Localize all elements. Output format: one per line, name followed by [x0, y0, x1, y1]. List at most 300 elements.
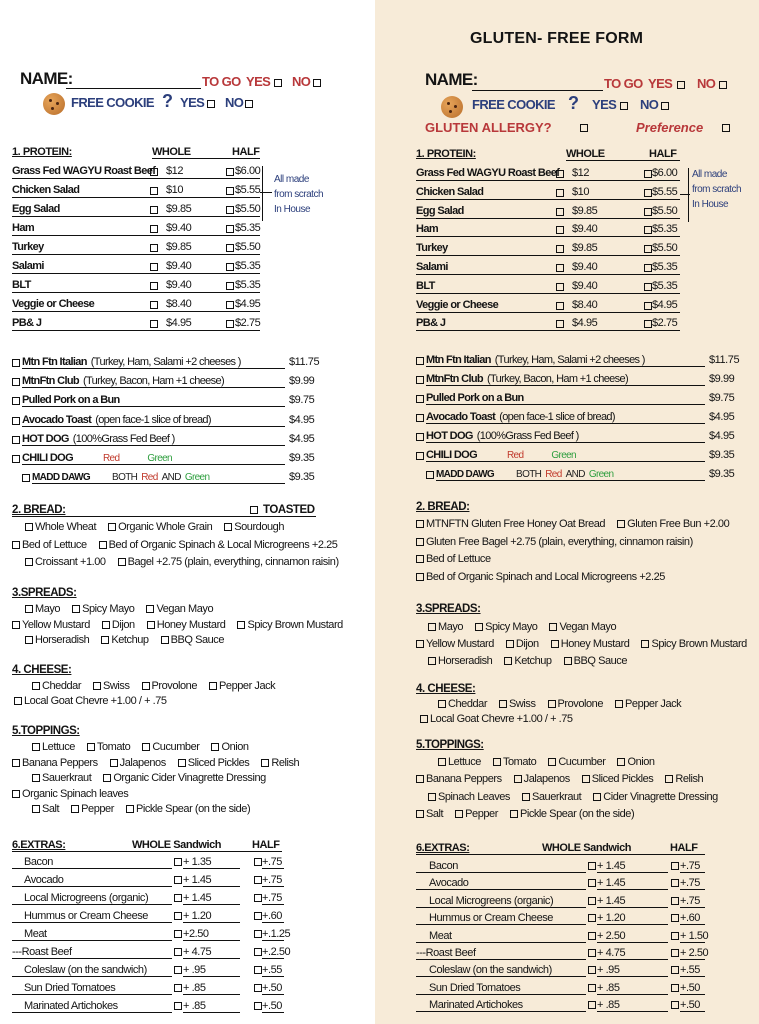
toppings-option-line — [438, 755, 655, 769]
toppings-option[interactable] — [510, 807, 634, 821]
sandwich-checkbox[interactable] — [416, 414, 424, 422]
sandwich-price: $9.35 — [709, 468, 735, 480]
protein-name: PB& J — [416, 317, 446, 330]
extra-whole-price: + 1.45 — [597, 877, 626, 890]
protein-name: Grass Fed WAGYU Roast Beef — [416, 167, 560, 179]
spreads-option[interactable] — [428, 620, 463, 634]
whole-price: $9.40 — [572, 261, 598, 273]
extra-half-price: +.75 — [262, 892, 282, 904]
to-go-yes-label: YES — [648, 76, 673, 91]
option-label: Sliced Pickles — [591, 773, 654, 786]
protein-row — [416, 166, 680, 181]
half-checkbox[interactable] — [644, 189, 652, 197]
gluten-allergy-checkbox[interactable] — [580, 124, 588, 132]
sandwich-name: MtnFtn Club — [426, 373, 483, 385]
toppings-option[interactable] — [428, 790, 510, 804]
sandwich-row — [416, 429, 705, 443]
extra-whole-price: + 1.45 — [597, 894, 626, 907]
protein-row — [416, 279, 680, 294]
sandwich-description: (100%Grass Fed Beef ) — [476, 430, 579, 442]
option-checkbox[interactable] — [548, 758, 556, 766]
option-label: Cider Vinagrette Dressing — [603, 790, 718, 803]
extra-half-checkbox[interactable] — [671, 1001, 679, 1009]
half-price: $5.50 — [235, 203, 261, 215]
option-label: Whole Wheat — [35, 521, 97, 533]
sandwich-option: Green — [588, 469, 614, 480]
bread-option[interactable] — [416, 570, 665, 584]
whole-price: $9.40 — [572, 279, 598, 292]
extra-whole-line — [597, 976, 668, 977]
toppings-option[interactable] — [514, 772, 570, 786]
cheese-section-title: 4. CHEESE: — [12, 664, 72, 676]
extra-whole-line — [597, 924, 668, 925]
half-price: $2.75 — [652, 317, 678, 330]
toppings-option[interactable] — [582, 772, 654, 786]
option-label: Provolone — [557, 698, 604, 710]
cookie-yes-label: YES — [592, 97, 617, 112]
toasted-label: TOASTED — [263, 504, 315, 516]
extra-half-checkbox[interactable] — [671, 984, 679, 992]
to-go-no-label: NO — [697, 76, 716, 91]
bread-option-line — [416, 517, 729, 531]
option-label: Spicy Mayo — [82, 603, 135, 615]
option-label: Honey Mustard — [156, 618, 226, 631]
option-label: Sourdough — [234, 521, 285, 533]
sandwich-checkbox[interactable] — [416, 433, 424, 441]
half-checkbox[interactable] — [644, 320, 652, 328]
extra-half-checkbox[interactable] — [671, 862, 679, 870]
extra-half-line — [680, 907, 705, 908]
protein-name: Egg Salad — [416, 204, 464, 217]
half-price: $5.55 — [652, 185, 678, 198]
toppings-option-line — [428, 790, 718, 804]
cheese-option[interactable] — [420, 712, 573, 726]
scratch-note: All made — [692, 169, 727, 180]
option-checkbox[interactable] — [428, 793, 436, 801]
extra-whole-checkbox[interactable] — [588, 879, 596, 887]
half-checkbox[interactable] — [644, 283, 652, 291]
extra-half-price: +.75 — [680, 877, 700, 890]
option-label: Relish — [271, 756, 300, 769]
sandwich-name: Pulled Pork on a Bun — [426, 392, 524, 404]
protein-row — [416, 241, 680, 256]
extra-whole-line — [597, 889, 668, 890]
sandwich-option: AND — [161, 472, 181, 484]
option-checkbox[interactable] — [582, 775, 590, 783]
sandwich-price: $9.35 — [709, 449, 735, 461]
extras-header-underline — [416, 854, 705, 855]
extra-whole-checkbox[interactable] — [588, 862, 596, 870]
extra-name: Coleslaw (on the sandwich) — [429, 964, 552, 977]
sandwich-line — [426, 353, 705, 367]
bread-option[interactable] — [416, 517, 605, 531]
sandwich-option: AND — [565, 469, 585, 480]
cookie-no-checkbox[interactable] — [661, 102, 669, 110]
option-checkbox[interactable] — [493, 758, 501, 766]
bread-option-line — [416, 552, 491, 566]
extra-whole-price: + .95 — [597, 964, 620, 977]
whole-checkbox[interactable] — [556, 245, 564, 253]
extra-whole-checkbox[interactable] — [588, 966, 596, 974]
option-checkbox[interactable] — [617, 758, 625, 766]
bread-section-title: 2. BREAD: — [416, 501, 470, 513]
extra-half-price: +.75 — [262, 874, 282, 886]
half-price: $5.55 — [235, 184, 261, 196]
sandwich-line — [426, 429, 705, 443]
option-label: Bed of Organic Spinach and Local Microgreens +2.25 — [426, 571, 665, 584]
extra-name: Local Microgreens (organic) — [24, 892, 149, 904]
whole-checkbox[interactable] — [556, 226, 564, 234]
option-checkbox[interactable] — [665, 775, 673, 783]
extra-half-checkbox[interactable] — [671, 966, 679, 974]
cheese-option[interactable] — [438, 697, 487, 711]
to-go-yes-checkbox[interactable] — [677, 81, 685, 89]
cheese-option-line — [438, 697, 681, 711]
toppings-option[interactable] — [522, 790, 581, 804]
extra-whole-line — [597, 907, 668, 908]
sandwich-checkbox[interactable] — [426, 471, 434, 479]
protein-name: Turkey — [12, 241, 44, 253]
extra-half-line — [680, 942, 705, 943]
cheese-option[interactable] — [615, 697, 681, 711]
extra-name: Bacon — [24, 856, 53, 868]
option-checkbox[interactable] — [438, 758, 446, 766]
spreads-option[interactable] — [475, 620, 537, 634]
sandwich-price: $4.95 — [709, 411, 735, 423]
sandwich-row — [416, 391, 705, 405]
option-checkbox[interactable] — [506, 640, 514, 648]
half-price: $5.35 — [235, 222, 261, 234]
toppings-option[interactable] — [665, 772, 703, 786]
toppings-option-line — [416, 772, 703, 786]
option-checkbox[interactable] — [428, 623, 436, 631]
extra-half-price: +.50 — [680, 999, 700, 1012]
sandwich-description: (Turkey, Bacon, Ham +1 cheese) — [83, 375, 224, 388]
option-label: Vegan Mayo — [559, 621, 617, 633]
option-label: Cheddar — [42, 680, 82, 692]
option-checkbox[interactable] — [416, 555, 424, 563]
option-checkbox[interactable] — [564, 657, 572, 665]
gluten-allergy-label: GLUTEN ALLERGY? — [425, 120, 552, 135]
sandwich-name: CHILI DOG — [426, 449, 477, 461]
toppings-option[interactable] — [617, 755, 654, 769]
protein-name: Egg Salad — [12, 203, 60, 215]
option-label: Tomato — [96, 741, 131, 753]
option-checkbox[interactable] — [510, 810, 518, 818]
cookie-icon — [441, 96, 463, 118]
option-checkbox[interactable] — [428, 657, 436, 665]
option-checkbox[interactable] — [617, 520, 625, 528]
spreads-option[interactable] — [641, 637, 746, 651]
half-checkbox[interactable] — [644, 226, 652, 234]
preference-checkbox[interactable] — [722, 124, 730, 132]
whole-price: $9.85 — [572, 204, 598, 217]
extra-whole-price: + 1.45 — [183, 892, 212, 904]
protein-section-title: 1. PROTEIN: — [12, 146, 72, 158]
spreads-option[interactable] — [506, 637, 539, 651]
option-checkbox[interactable] — [615, 700, 623, 708]
extra-name: Coleslaw (on the sandwich) — [24, 964, 147, 976]
option-label: Pepper Jack — [219, 680, 276, 692]
cheese-option[interactable] — [548, 697, 603, 711]
half-checkbox[interactable] — [644, 170, 652, 178]
sandwich-row — [426, 467, 705, 481]
option-checkbox[interactable] — [416, 640, 424, 648]
to-go-no-checkbox[interactable] — [719, 81, 727, 89]
whole-price: $9.40 — [572, 223, 598, 236]
cookie-yes-label: YES — [180, 95, 205, 110]
whole-price: $9.85 — [572, 242, 598, 255]
toppings-option[interactable] — [438, 755, 481, 769]
scratch-note: In House — [274, 204, 311, 215]
extra-half-price: +.60 — [262, 910, 282, 922]
option-label: Spicy Brown Mustard — [651, 638, 747, 650]
option-checkbox[interactable] — [549, 623, 557, 631]
toppings-option[interactable] — [548, 755, 605, 769]
option-checkbox[interactable] — [514, 775, 522, 783]
extra-half-checkbox[interactable] — [671, 932, 679, 940]
sandwich-option: BOTH — [516, 469, 542, 480]
question-mark: ? — [568, 93, 579, 113]
sandwich-line — [436, 467, 705, 481]
option-label: Pepper Jack — [625, 698, 682, 710]
spreads-option[interactable] — [551, 637, 630, 651]
option-label: Banana Peppers — [426, 773, 502, 786]
sandwich-price: $4.95 — [709, 430, 735, 442]
whole-price: $4.95 — [572, 317, 598, 330]
spreads-option[interactable] — [416, 637, 494, 651]
option-label: Gluten Free Bagel +2.75 (plain, everything, cinnamon raisin) — [426, 535, 693, 548]
spreads-option[interactable] — [564, 654, 627, 668]
extra-whole-checkbox[interactable] — [588, 932, 596, 940]
sandwich-option: Green — [147, 453, 172, 464]
extra-half-price: +.60 — [680, 912, 700, 925]
option-checkbox[interactable] — [420, 715, 428, 723]
option-label: Pepper — [465, 807, 498, 820]
to-go-yes-label: YES — [246, 74, 271, 89]
extra-whole-line — [597, 872, 668, 873]
option-checkbox[interactable] — [548, 700, 556, 708]
option-label: Dijon — [515, 638, 539, 650]
extra-whole-checkbox[interactable] — [588, 1001, 596, 1009]
sandwich-price: $4.95 — [289, 413, 315, 426]
extra-whole-price: + 1.35 — [183, 856, 212, 868]
name-label: NAME: — [20, 69, 73, 88]
option-checkbox[interactable] — [522, 793, 530, 801]
extra-whole-checkbox[interactable] — [588, 949, 596, 957]
option-label: Sauerkraut — [42, 772, 92, 784]
toppings-option[interactable] — [455, 807, 498, 821]
option-label: Mayo — [35, 603, 61, 615]
sandwich-name: Mtn Ftn Italian — [22, 356, 87, 368]
protein-row — [416, 316, 680, 331]
option-label: Local Goat Chevre +1.00 / + .75 — [430, 713, 573, 725]
half-price: $4.95 — [652, 298, 678, 311]
half-checkbox[interactable] — [644, 245, 652, 253]
bread-option[interactable] — [617, 517, 729, 531]
sandwich-name: MADD DAWG — [436, 469, 495, 480]
extra-whole-price: + 1.20 — [597, 912, 626, 925]
extra-half-checkbox[interactable] — [671, 879, 679, 887]
extra-half-price: +.75 — [262, 856, 282, 868]
sandwich-name: MtnFtn Club — [22, 375, 79, 388]
half-checkbox[interactable] — [644, 208, 652, 216]
extra-half-price: +.75 — [680, 894, 700, 907]
extra-half-checkbox[interactable] — [671, 949, 679, 957]
extras-whole-label: WHOLE Sandwich — [542, 842, 632, 854]
sandwich-option: Green — [184, 472, 210, 484]
extra-half-checkbox[interactable] — [671, 897, 679, 905]
extra-half-price: + 2.50 — [680, 947, 709, 959]
protein-name: Ham — [12, 222, 35, 234]
toppings-section-title: 5.TOPPINGS: — [12, 725, 80, 737]
option-checkbox[interactable] — [551, 640, 559, 648]
option-label: Cheddar — [448, 698, 488, 710]
name-input-line[interactable] — [472, 90, 603, 91]
sandwich-name: HOT DOG — [426, 430, 473, 442]
toppings-option[interactable] — [416, 772, 502, 786]
note-connector — [680, 194, 690, 195]
bread-option-line — [416, 535, 693, 549]
extra-whole-price: + 1.45 — [183, 874, 212, 886]
free-cookie-label: FREE COOKIE — [472, 97, 555, 112]
protein-name: Chicken Salad — [12, 184, 80, 196]
half-price: $5.50 — [652, 242, 678, 255]
half-checkbox[interactable] — [644, 302, 652, 310]
option-checkbox[interactable] — [641, 640, 649, 648]
cookie-yes-checkbox[interactable] — [620, 102, 628, 110]
option-checkbox[interactable] — [416, 810, 424, 818]
extra-name: Sun Dried Tomatoes — [429, 981, 521, 994]
extra-half-line — [680, 959, 705, 960]
sandwich-name: Pulled Pork on a Bun — [22, 394, 120, 407]
option-label: Jalapenos — [119, 756, 166, 769]
protein-section-title: 1. PROTEIN: — [416, 148, 476, 160]
protein-name: Salami — [416, 261, 448, 273]
option-label: Organic Cider Vinagrette Dressing — [113, 772, 266, 784]
toppings-option[interactable] — [416, 807, 443, 821]
extra-name: Bacon — [429, 860, 458, 872]
extra-whole-price: +2.50 — [183, 928, 209, 940]
whole-checkbox[interactable] — [556, 189, 564, 197]
spreads-option-line — [428, 654, 627, 668]
sandwich-line — [426, 410, 705, 424]
protein-name: Turkey — [416, 242, 448, 255]
note-bracket — [688, 168, 689, 222]
option-label: Dijon — [111, 618, 135, 631]
sandwich-checkbox[interactable] — [416, 452, 424, 460]
sandwich-name: HOT DOG — [22, 432, 69, 445]
extra-half-checkbox[interactable] — [671, 914, 679, 922]
option-label: Organic Whole Grain — [118, 521, 213, 533]
whole-price: $9.85 — [166, 241, 192, 253]
extra-whole-price: + 4.75 — [183, 946, 212, 958]
extra-whole-checkbox[interactable] — [588, 984, 596, 992]
extra-name: Hummus or Cream Cheese — [24, 910, 148, 922]
bread-section-title: 2. BREAD: — [12, 504, 66, 516]
option-checkbox[interactable] — [499, 700, 507, 708]
protein-row — [416, 260, 680, 275]
sandwich-checkbox[interactable] — [416, 395, 424, 403]
protein-name: Salami — [12, 260, 44, 272]
sandwich-price: $4.95 — [289, 432, 315, 445]
scratch-note: All made — [274, 174, 309, 185]
protein-row — [416, 204, 680, 219]
toppings-option[interactable] — [493, 755, 536, 769]
option-checkbox[interactable] — [593, 793, 601, 801]
whole-checkbox[interactable] — [556, 170, 564, 178]
option-checkbox[interactable] — [475, 623, 483, 631]
sandwich-row — [416, 353, 705, 367]
spreads-option[interactable] — [549, 620, 616, 634]
option-label: BBQ Sauce — [573, 655, 628, 667]
extras-half-label: HALF — [670, 842, 698, 854]
option-label: Relish — [675, 773, 704, 786]
half-column-label: HALF — [649, 148, 677, 160]
extra-whole-checkbox[interactable] — [588, 897, 596, 905]
sandwich-description: (Turkey, Ham, Salami +2 cheeses ) — [494, 354, 645, 366]
extra-half-price: + 1.50 — [680, 929, 709, 942]
cookie-no-label: NO — [640, 97, 659, 112]
extra-whole-checkbox[interactable] — [588, 914, 596, 922]
sandwich-option: Red — [506, 450, 524, 461]
extra-half-line — [680, 872, 705, 873]
protein-name: Grass Fed WAGYU Roast Beef — [12, 165, 156, 177]
option-checkbox[interactable] — [416, 573, 424, 581]
option-checkbox[interactable] — [504, 657, 512, 665]
option-checkbox[interactable] — [416, 538, 424, 546]
spreads-option[interactable] — [428, 654, 492, 668]
sandwich-price: $9.75 — [709, 392, 735, 404]
toppings-option[interactable] — [593, 790, 718, 804]
option-label: BBQ Sauce — [170, 634, 225, 646]
whole-checkbox[interactable] — [556, 283, 564, 291]
cheese-option-line — [420, 712, 573, 726]
extra-whole-price: + .85 — [597, 999, 620, 1012]
whole-checkbox[interactable] — [556, 320, 564, 328]
option-checkbox[interactable] — [416, 775, 424, 783]
whole-column-label: WHOLE — [566, 148, 605, 160]
whole-checkbox[interactable] — [556, 208, 564, 216]
cookie-no-label: NO — [225, 95, 244, 110]
sandwich-name: MADD DAWG — [32, 472, 91, 484]
half-price: $5.35 — [652, 223, 678, 236]
whole-price: $8.40 — [572, 298, 598, 311]
whole-checkbox[interactable] — [556, 302, 564, 310]
extra-name: ---Roast Beef — [416, 947, 476, 959]
option-checkbox[interactable] — [416, 520, 424, 528]
whole-price: $10 — [572, 185, 590, 198]
to-go-no-label: NO — [292, 74, 311, 89]
half-price: $5.35 — [652, 261, 678, 273]
option-label: Spicy Brown Mustard — [247, 618, 343, 631]
sandwich-checkbox[interactable] — [416, 357, 424, 365]
option-label: Sauerkraut — [531, 790, 582, 803]
bread-option[interactable] — [416, 552, 491, 566]
half-checkbox[interactable] — [644, 264, 652, 272]
bread-option[interactable] — [416, 535, 693, 549]
whole-checkbox[interactable] — [556, 264, 564, 272]
option-checkbox[interactable] — [438, 700, 446, 708]
option-checkbox[interactable] — [455, 810, 463, 818]
half-price: $4.95 — [235, 298, 261, 310]
cheese-option[interactable] — [499, 697, 535, 711]
sandwich-price: $9.75 — [289, 394, 315, 407]
option-label: Local Goat Chevre +1.00 / + .75 — [24, 695, 167, 707]
spreads-option[interactable] — [504, 654, 551, 668]
option-label: Salt — [42, 803, 60, 815]
sandwich-checkbox[interactable] — [416, 376, 424, 384]
